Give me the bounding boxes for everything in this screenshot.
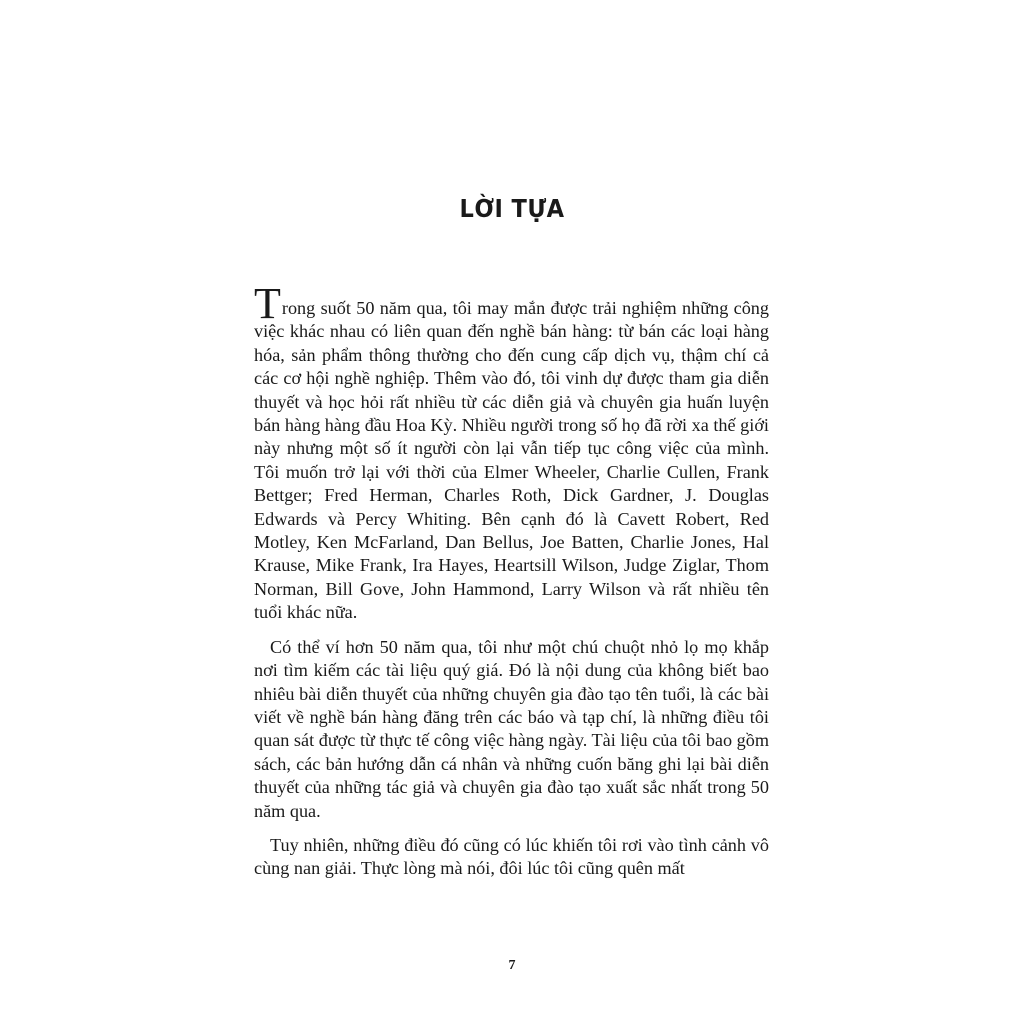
paragraph-2: Có thể ví hơn 50 năm qua, tôi như một chú chuột nhỏ lọ mọ khắp nơi tìm kiếm các tài liệu quý giá. Đó là nội dung của không biết bao nhiêu bài diễn thuyết của những chuyên gia đào tạo tên tuổi, là các bài viết về nghề bán hàng đăng trên các báo và tạp chí, là những điều tôi quan sát được từ thực tế công việc hàng ngày. Tài liệu của tôi bao gồm sách, các bản hướng dẫn cá nhân và những cuốn băng ghi lại bài diễn thuyết của những tác giả và chuyên gia đào tạo xuất sắc nhất trong 50 năm qua. — [254, 636, 769, 821]
chapter-title: LỜI TỰA — [459, 194, 565, 223]
body-text — [254, 279, 769, 881]
paragraph-3: Tuy nhiên, những điều đó cũng có lúc khiến tôi rơi vào tình cảnh vô cùng nan giải. Thực lòng mà nói, đôi lúc tôi cũng quên mất — [254, 834, 769, 879]
drop-cap: T — [254, 279, 281, 328]
paragraph-1-text: rong suốt 50 năm qua, tôi may mắn được trải nghiệm những công việc khác nhau có liên quan đến nghề bán hàng: từ bán các loại hàng hóa, sản phẩm thông thường cho đến cung cấp dịch vụ, thậm chí cả các cơ hội nghề nghiệp. Thêm vào đó, tôi vinh dự được tham gia diễn thuyết và học hỏi rất nhiều từ các diễn giả và chuyên gia huấn luyện bán hàng hàng đầu Hoa Kỳ. Nhiều người trong số họ đã rời xa thế giới này nhưng một số ít người còn lại vẫn tiếp tục công việc của mình. Tôi muốn trở lại với thời của Elmer Wheeler, Charlie Cullen, Frank Bettger; Fred Herman, Charles Roth, Dick Gardner, J. Douglas Edwards và Percy Whiting. Bên cạnh đó là Cavett Robert, Red Motley, Ken McFarland, Dan Bellus, Joe Batten, Charlie Jones, Hal Krause, Mike Frank, Ira Hayes, Heartsill Wilson, Judge Ziglar, Thom Norman, Bill Gove, John Hammond, Larry Wilson và rất nhiều tên tuổi khác nữa. — [254, 298, 769, 623]
page-number: 7 — [508, 958, 516, 973]
paragraph-1 — [254, 279, 769, 625]
